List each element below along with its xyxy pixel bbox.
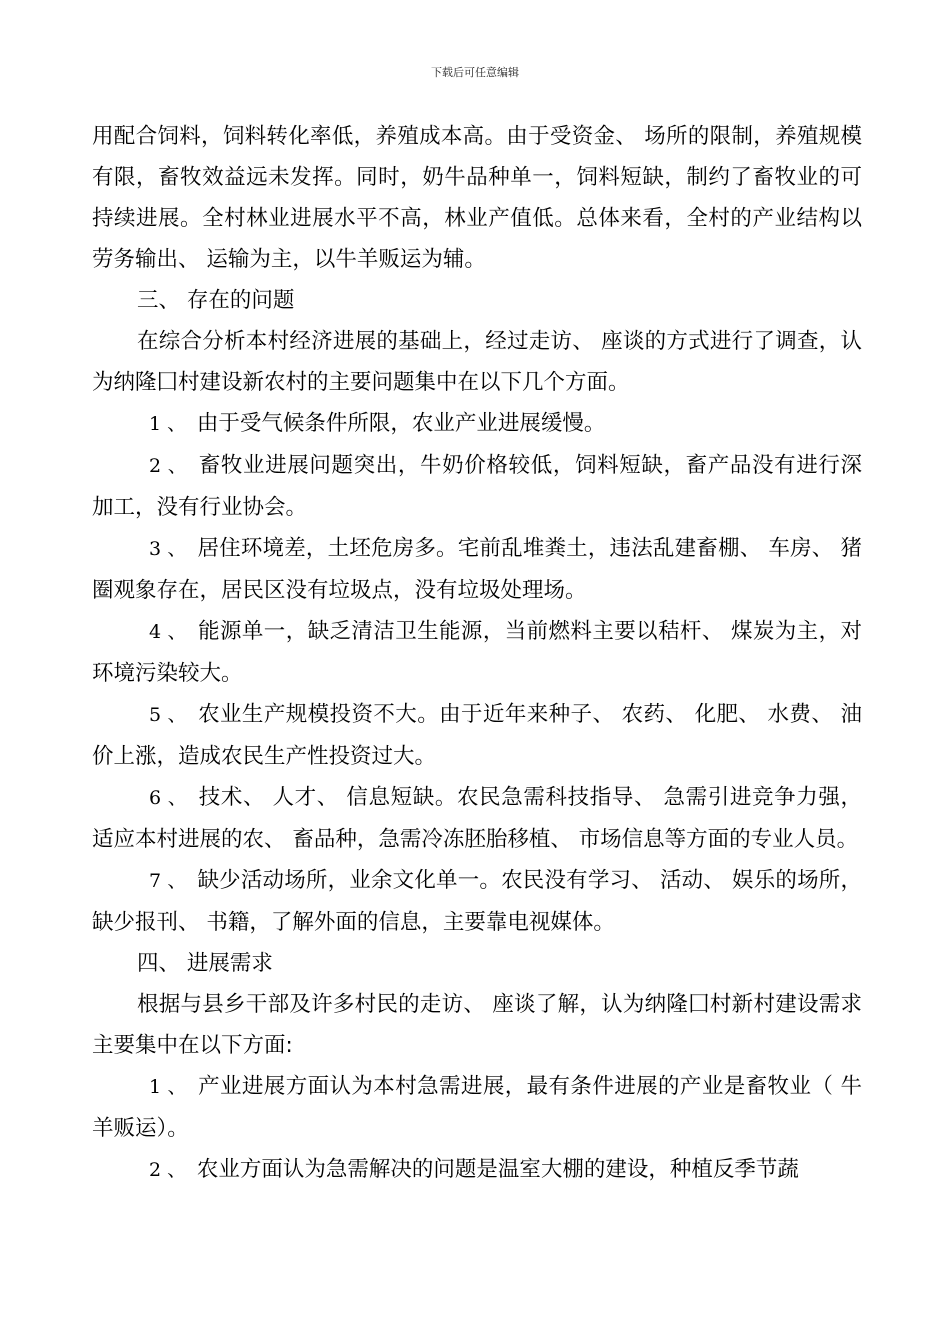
document-body (92, 116, 862, 1191)
problem-item-text: 技术、 人才、 信息短缺。农民急需科技指导、 急需引进竞争力强，适应本村进展的农、 畜品种，急需冷冻胚胎移植、 市场信息等方面的专业人员。 (92, 785, 862, 852)
section-heading-needs: 四、 进展需求 (137, 951, 273, 976)
paragraph-problems-intro: 在综合分析本村经济进展的基础上，经过走访、 座谈的方式进行了调查，认为纳隆囗村建设新农村的主要问题集中在以下几个方面。 (92, 329, 862, 395)
need-item-number: 1 、 (149, 1076, 187, 1098)
need-item-text: 产业进展方面认为本村急需进展，最有条件进展的产业是畜牧业（ 牛羊贩运）。 (92, 1074, 862, 1141)
need-item-text: 农业方面认为急需解决的问题是温室大棚的建设，种植反季节蔬 (196, 1157, 799, 1182)
problem-item-number: 3 、 (149, 538, 187, 560)
problem-item-number: 2 、 (149, 455, 188, 477)
problem-item (92, 528, 862, 611)
problem-item (92, 860, 862, 943)
problem-item-text: 农业生产规模投资不大。由于近年来种子、 农药、 化肥、 水费、 油价上涨，造成农民生产性投资过大。 (92, 702, 862, 769)
page-header: 下载后可任意编辑 (431, 66, 519, 79)
problem-item-number: 1 、 (149, 413, 187, 435)
paragraph-intro: 用配合饲料，饲料转化率低，养殖成本高。由于受资金、 场所的限制，养殖规模有限，畜牧效益远未发挥。同时，奶牛品种单一，饲料短缺，制约了畜牧业的可持续进展。全村林业进展水平不高，林业产值低。总体来看，全村的产业结构以劳务输出、 运输为主，以牛羊贩运为辅。 (92, 124, 862, 272)
problem-item-number: 4 、 (149, 621, 187, 643)
problem-item-number: 5 、 (149, 704, 187, 726)
problem-item (92, 445, 862, 528)
paragraph-needs-intro: 根据与县乡干部及许多村民的走访、 座谈了解，认为纳隆囗村新村建设需求主要集中在以下方面: (92, 992, 862, 1058)
needs-list (92, 1066, 862, 1191)
section-heading-problems: 三、 存在的问题 (137, 288, 295, 313)
problem-item-text: 由于受气候条件所限，农业产业进展缓慢。 (196, 411, 606, 436)
need-item (92, 1066, 862, 1149)
problem-item (92, 777, 862, 860)
problem-item-text: 缺少活动场所，业余文化单一。农民没有学习、 活动、 娱乐的场所，缺少报刊、 书籍，了解外面的信息，主要靠电视媒体。 (92, 868, 862, 935)
need-item (92, 1149, 862, 1191)
problem-item-text: 居住环境差，土坯危房多。宅前乱堆粪土，违法乱建畜棚、 车房、 猪圈观象存在，居民区没有垃圾点，没有垃圾处理场。 (92, 536, 862, 603)
problems-list (92, 403, 862, 943)
problem-item (92, 611, 862, 694)
problem-item-number: 7 、 (149, 870, 187, 892)
problem-item (92, 694, 862, 777)
problem-item-number: 6 、 (149, 787, 188, 809)
problem-item-text: 畜牧业进展问题突出，牛奶价格较低，饲料短缺，畜产品没有进行深加工，没有行业协会。 (92, 453, 862, 520)
problem-item (92, 403, 862, 445)
problem-item-text: 能源单一，缺乏清洁卫生能源，当前燃料主要以秸杆、 煤炭为主，对环境污染较大。 (92, 619, 862, 686)
need-item-number: 2 、 (149, 1159, 187, 1181)
